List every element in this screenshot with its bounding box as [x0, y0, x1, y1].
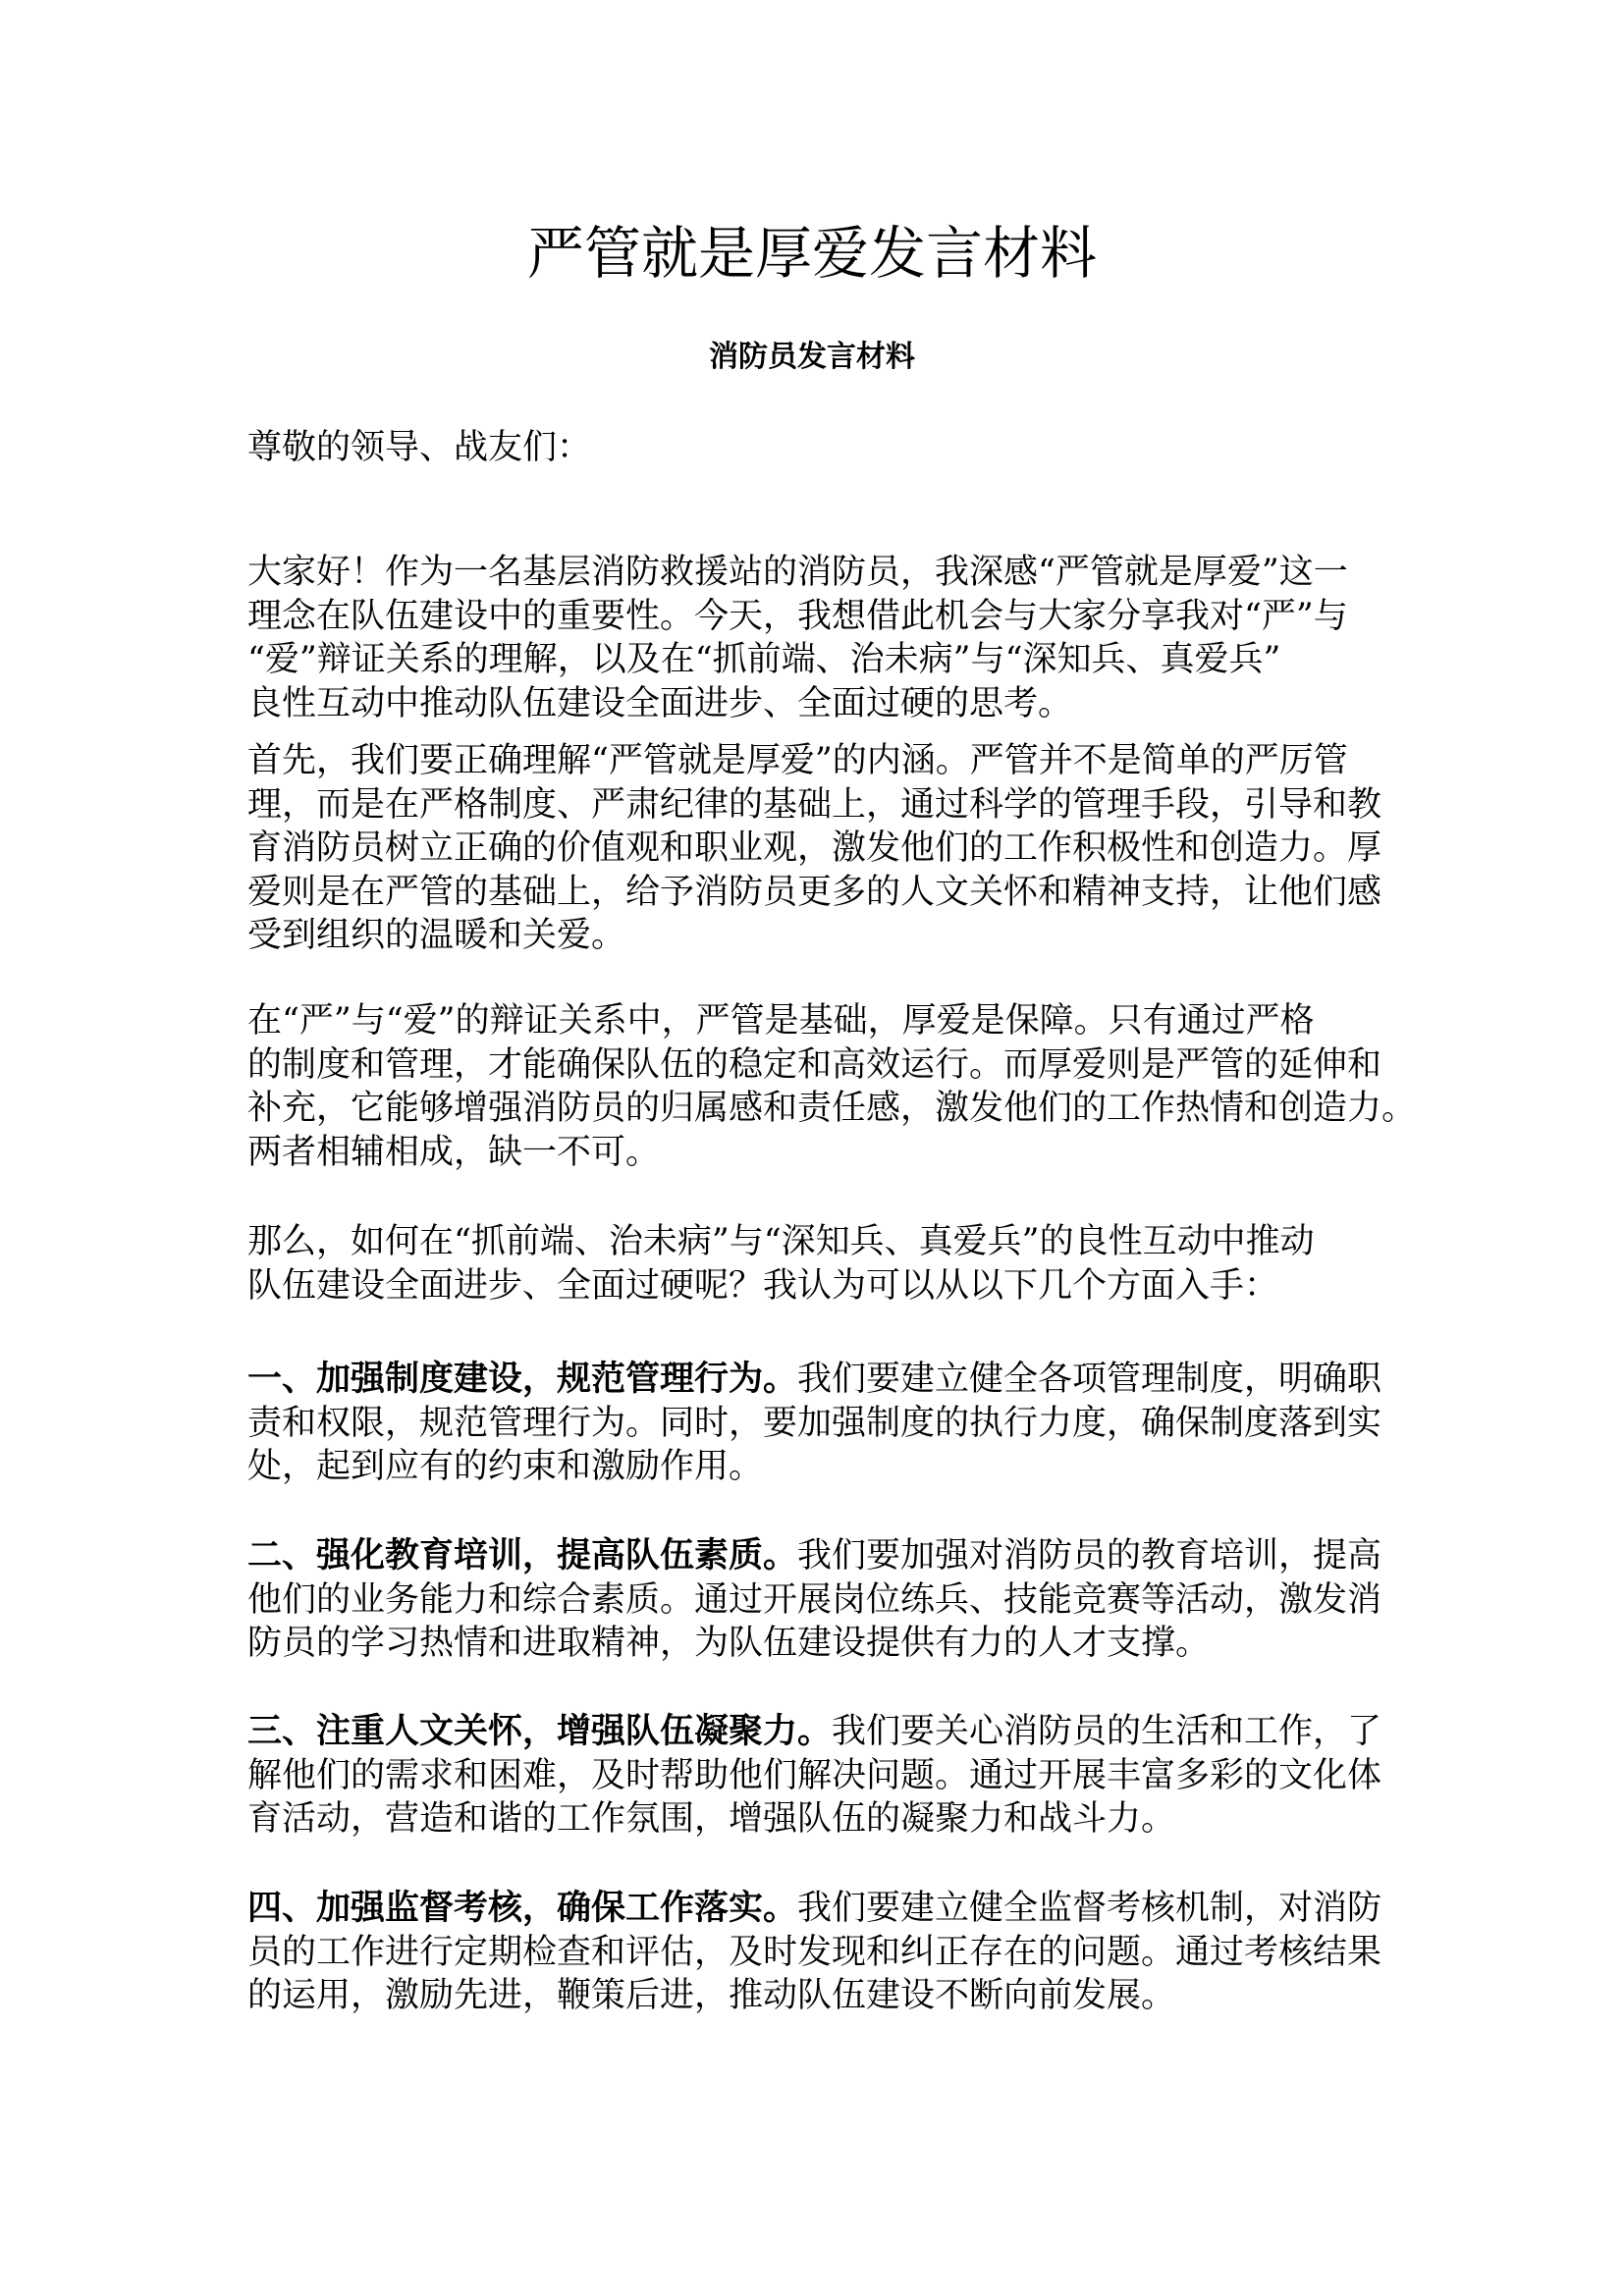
- text-line: 理念在队伍建设中的重要性。今天，我想借此机会与大家分享我对“严”与: [247, 596, 1348, 636]
- section-heading: 二、强化教育培训，提高队伍素质。: [247, 1535, 798, 1575]
- text-line: “爱”辩证关系的理解，以及在“抓前端、治未病”与“深知兵、真爱兵”: [247, 640, 1281, 680]
- text-line: 那么，如何在“抓前端、治未病”与“深知兵、真爱兵”的良性互动中推动: [247, 1222, 1315, 1261]
- text-line: 受到组织的温暖和关爱。: [247, 916, 626, 956]
- text-line: 我们要加强对消防员的教育培训，提高: [797, 1536, 1382, 1575]
- text-line: 的运用，激励先进，鞭策后进，推动队伍建设不断向前发展。: [247, 1976, 1176, 2016]
- paragraph-dialectic: [247, 999, 1485, 1174]
- text-line: 大家好！作为一名基层消防救援站的消防员，我深感“严管就是厚爱”这一: [247, 553, 1348, 592]
- text-line: 在“严”与“爱”的辩证关系中，严管是基础，厚爱是保障。只有通过严格: [247, 1001, 1315, 1041]
- text-line: 队伍建设全面进步、全面过硬呢？我认为可以从以下几个方面入手：: [247, 1265, 1279, 1306]
- section-heading: 三、注重人文关怀，增强队伍凝聚力。: [247, 1711, 833, 1751]
- text-line: 我们要建立健全监督考核机制，对消防: [797, 1889, 1382, 1928]
- document-title: 严管就是厚爱发言材料: [526, 220, 1097, 287]
- text-line: 他们的业务能力和综合素质。通过开展岗位练兵、技能竞赛等活动，激发消: [247, 1579, 1382, 1620]
- paragraph-meaning: [247, 739, 1485, 958]
- text-line: 我们要关心消防员的生活和工作，了: [832, 1712, 1382, 1751]
- text-line: 育消防员树立正确的价值观和职业观，激发他们的工作积极性和创造力。厚: [247, 828, 1382, 869]
- section-1: [247, 1358, 1485, 1489]
- text-line: 处，起到应有的约束和激励作用。: [247, 1447, 764, 1487]
- section-heading: 一、加强制度建设，规范管理行为。: [247, 1359, 798, 1399]
- greeting: 尊敬的领导、战友们：: [247, 428, 592, 467]
- text-line: 的制度和管理，才能确保队伍的稳定和高效运行。而厚爱则是严管的延伸和: [247, 1044, 1382, 1085]
- text-line: 防员的学习热情和进取精神，为队伍建设提供有力的人才支撑。: [247, 1624, 1211, 1664]
- text-line: 员的工作进行定期检查和评估，及时发现和纠正存在的问题。通过考核结果: [247, 1932, 1382, 1972]
- section-4: [247, 1887, 1485, 2018]
- text-line: 首先，我们要正确理解“严管就是厚爱”的内涵。严管并不是简单的严厉管: [247, 741, 1348, 780]
- paragraph-question: [247, 1220, 1485, 1308]
- text-line: 理，而是在严格制度、严肃纪律的基础上，通过科学的管理手段，引导和教: [247, 784, 1382, 825]
- section-2: [247, 1534, 1485, 1666]
- text-line: 我们要建立健全各项管理制度，明确职: [797, 1360, 1382, 1399]
- text-line: 两者相辅相成，缺一不可。: [247, 1132, 661, 1172]
- section-heading: 四、加强监督考核，确保工作落实。: [247, 1888, 798, 1928]
- text-line: 育活动，营造和谐的工作氛围，增强队伍的凝聚力和战斗力。: [247, 1799, 1176, 1840]
- text-line: 补充，它能够增强消防员的归属感和责任感，激发他们的工作热情和创造力。: [247, 1089, 1417, 1129]
- document-subtitle: 消防员发言材料: [709, 340, 915, 374]
- text-line: 解他们的需求和困难，及时帮助他们解决问题。通过开展丰富多彩的文化体: [247, 1755, 1382, 1795]
- text-line: 责和权限，规范管理行为。同时，要加强制度的执行力度，确保制度落到实: [247, 1403, 1382, 1443]
- paragraph-intro: [247, 551, 1485, 725]
- text-line: 爱则是在严管的基础上，给予消防员更多的人文关怀和精神支持，让他们感: [247, 872, 1382, 912]
- text-line: 良性互动中推动队伍建设全面进步、全面过硬的思考。: [247, 683, 1073, 723]
- section-3: [247, 1710, 1485, 1842]
